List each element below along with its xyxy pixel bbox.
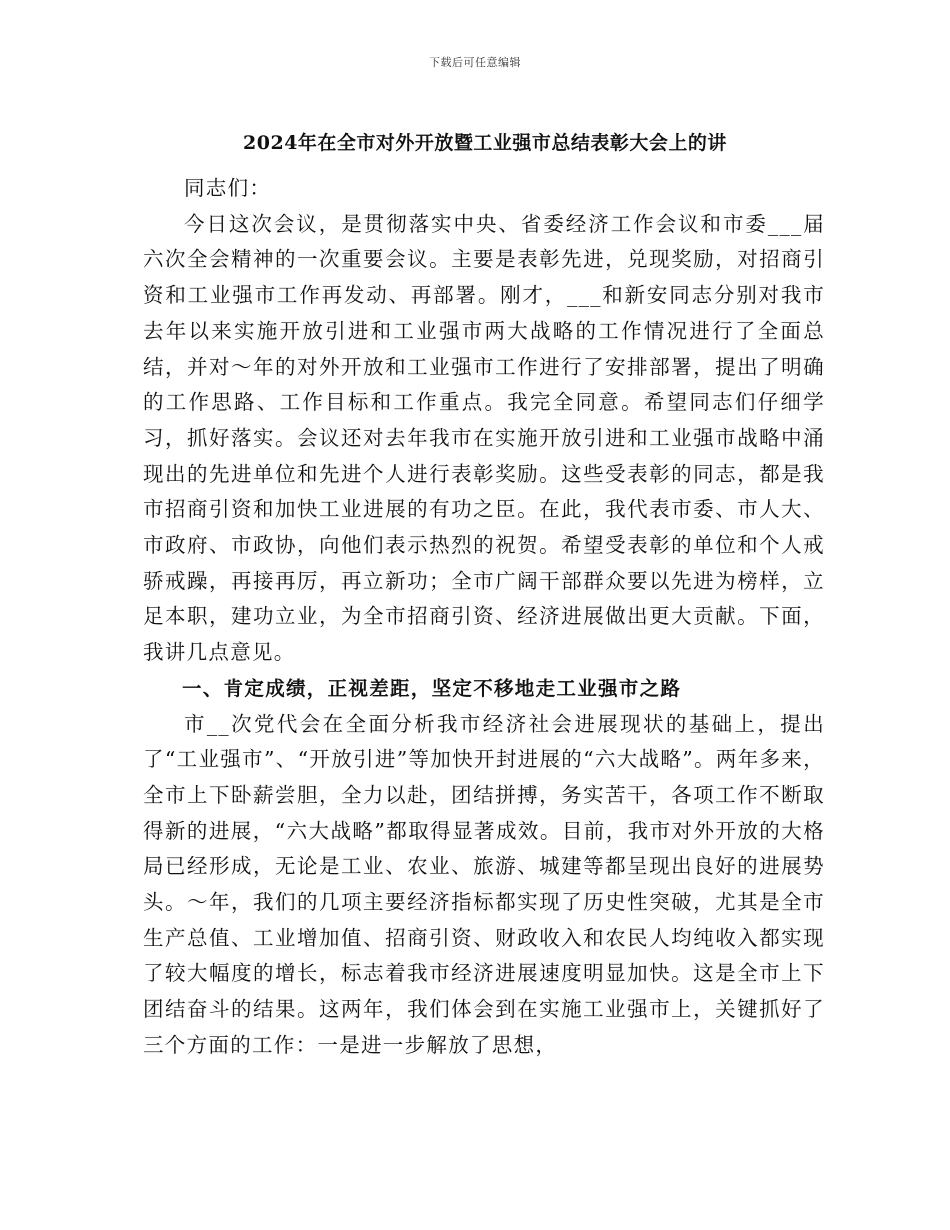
document-body — [143, 171, 825, 1064]
paragraph-1: 今日这次会议，是贯彻落实中央、省委经济工作会议和市委___届六次全会精神的一次重要会议。主要是表彰先进，兑现奖励，对招商引资和工业强市工作再发动、再部署。刚才，___和新安同志分别对我市去年以来实施开放引进和工业强市两大战略的工作情况进行了全面总结，并对～年的对外开放和工业强市工作进行了安排部署，提出了明确的工作思路、工作目标和工作重点。我完全同意。希望同志们仔细学习，抓好落实。会议还对去年我市在实施开放引进和工业强市战略中涌现出的先进单位和先进个人进行表彰奖励。这些受表彰的同志，都是我市招商引资和加快工业进展的有功之臣。在此，我代表市委、市人大、市政府、市政协，向他们表示热烈的祝贺。希望受表彰的单位和个人戒骄戒躁，再接再厉，再立新功；全市广阔干部群众要以先进为榜样，立足本职，建功立业，为全市招商引资、经济进展做出更大贡献。下面，我讲几点意见。 — [143, 211, 825, 665]
header-note: 下载后可任意编辑 — [429, 56, 521, 69]
greeting: 同志们： — [184, 176, 272, 200]
document-title: 2024年在全市对外开放暨工业强市总结表彰大会上的讲 — [243, 132, 727, 154]
paragraph-2: 市__次党代会在全面分析我市经济社会进展现状的基础上，提出了“工业强市”、“开放引进”等加快开封进展的“六大战略”。两年多来，全市上下卧薪尝胆，全力以赴，团结拼搏，务实苦干，各项工作不断取得新的进展，“六大战略”都取得显著成效。目前，我市对外开放的大格局已经形成，无论是工业、农业、旅游、城建等都呈现出良好的进展势头。～年，我们的几项主要经济指标都实现了历史性突破，尤其是全市生产总值、工业增加值、招商引资、财政收入和农民人均纯收入都实现了较大幅度的增长，标志着我市经济进展速度明显加快。这是全市上下团结奋斗的结果。这两年，我们体会到在实施工业强市上，关键抓好了三个方面的工作：一是进一步解放了思想， — [143, 711, 825, 1057]
section-heading-1: 一、肯定成绩，正视差距，坚定不移地走工业强市之路 — [182, 676, 682, 700]
